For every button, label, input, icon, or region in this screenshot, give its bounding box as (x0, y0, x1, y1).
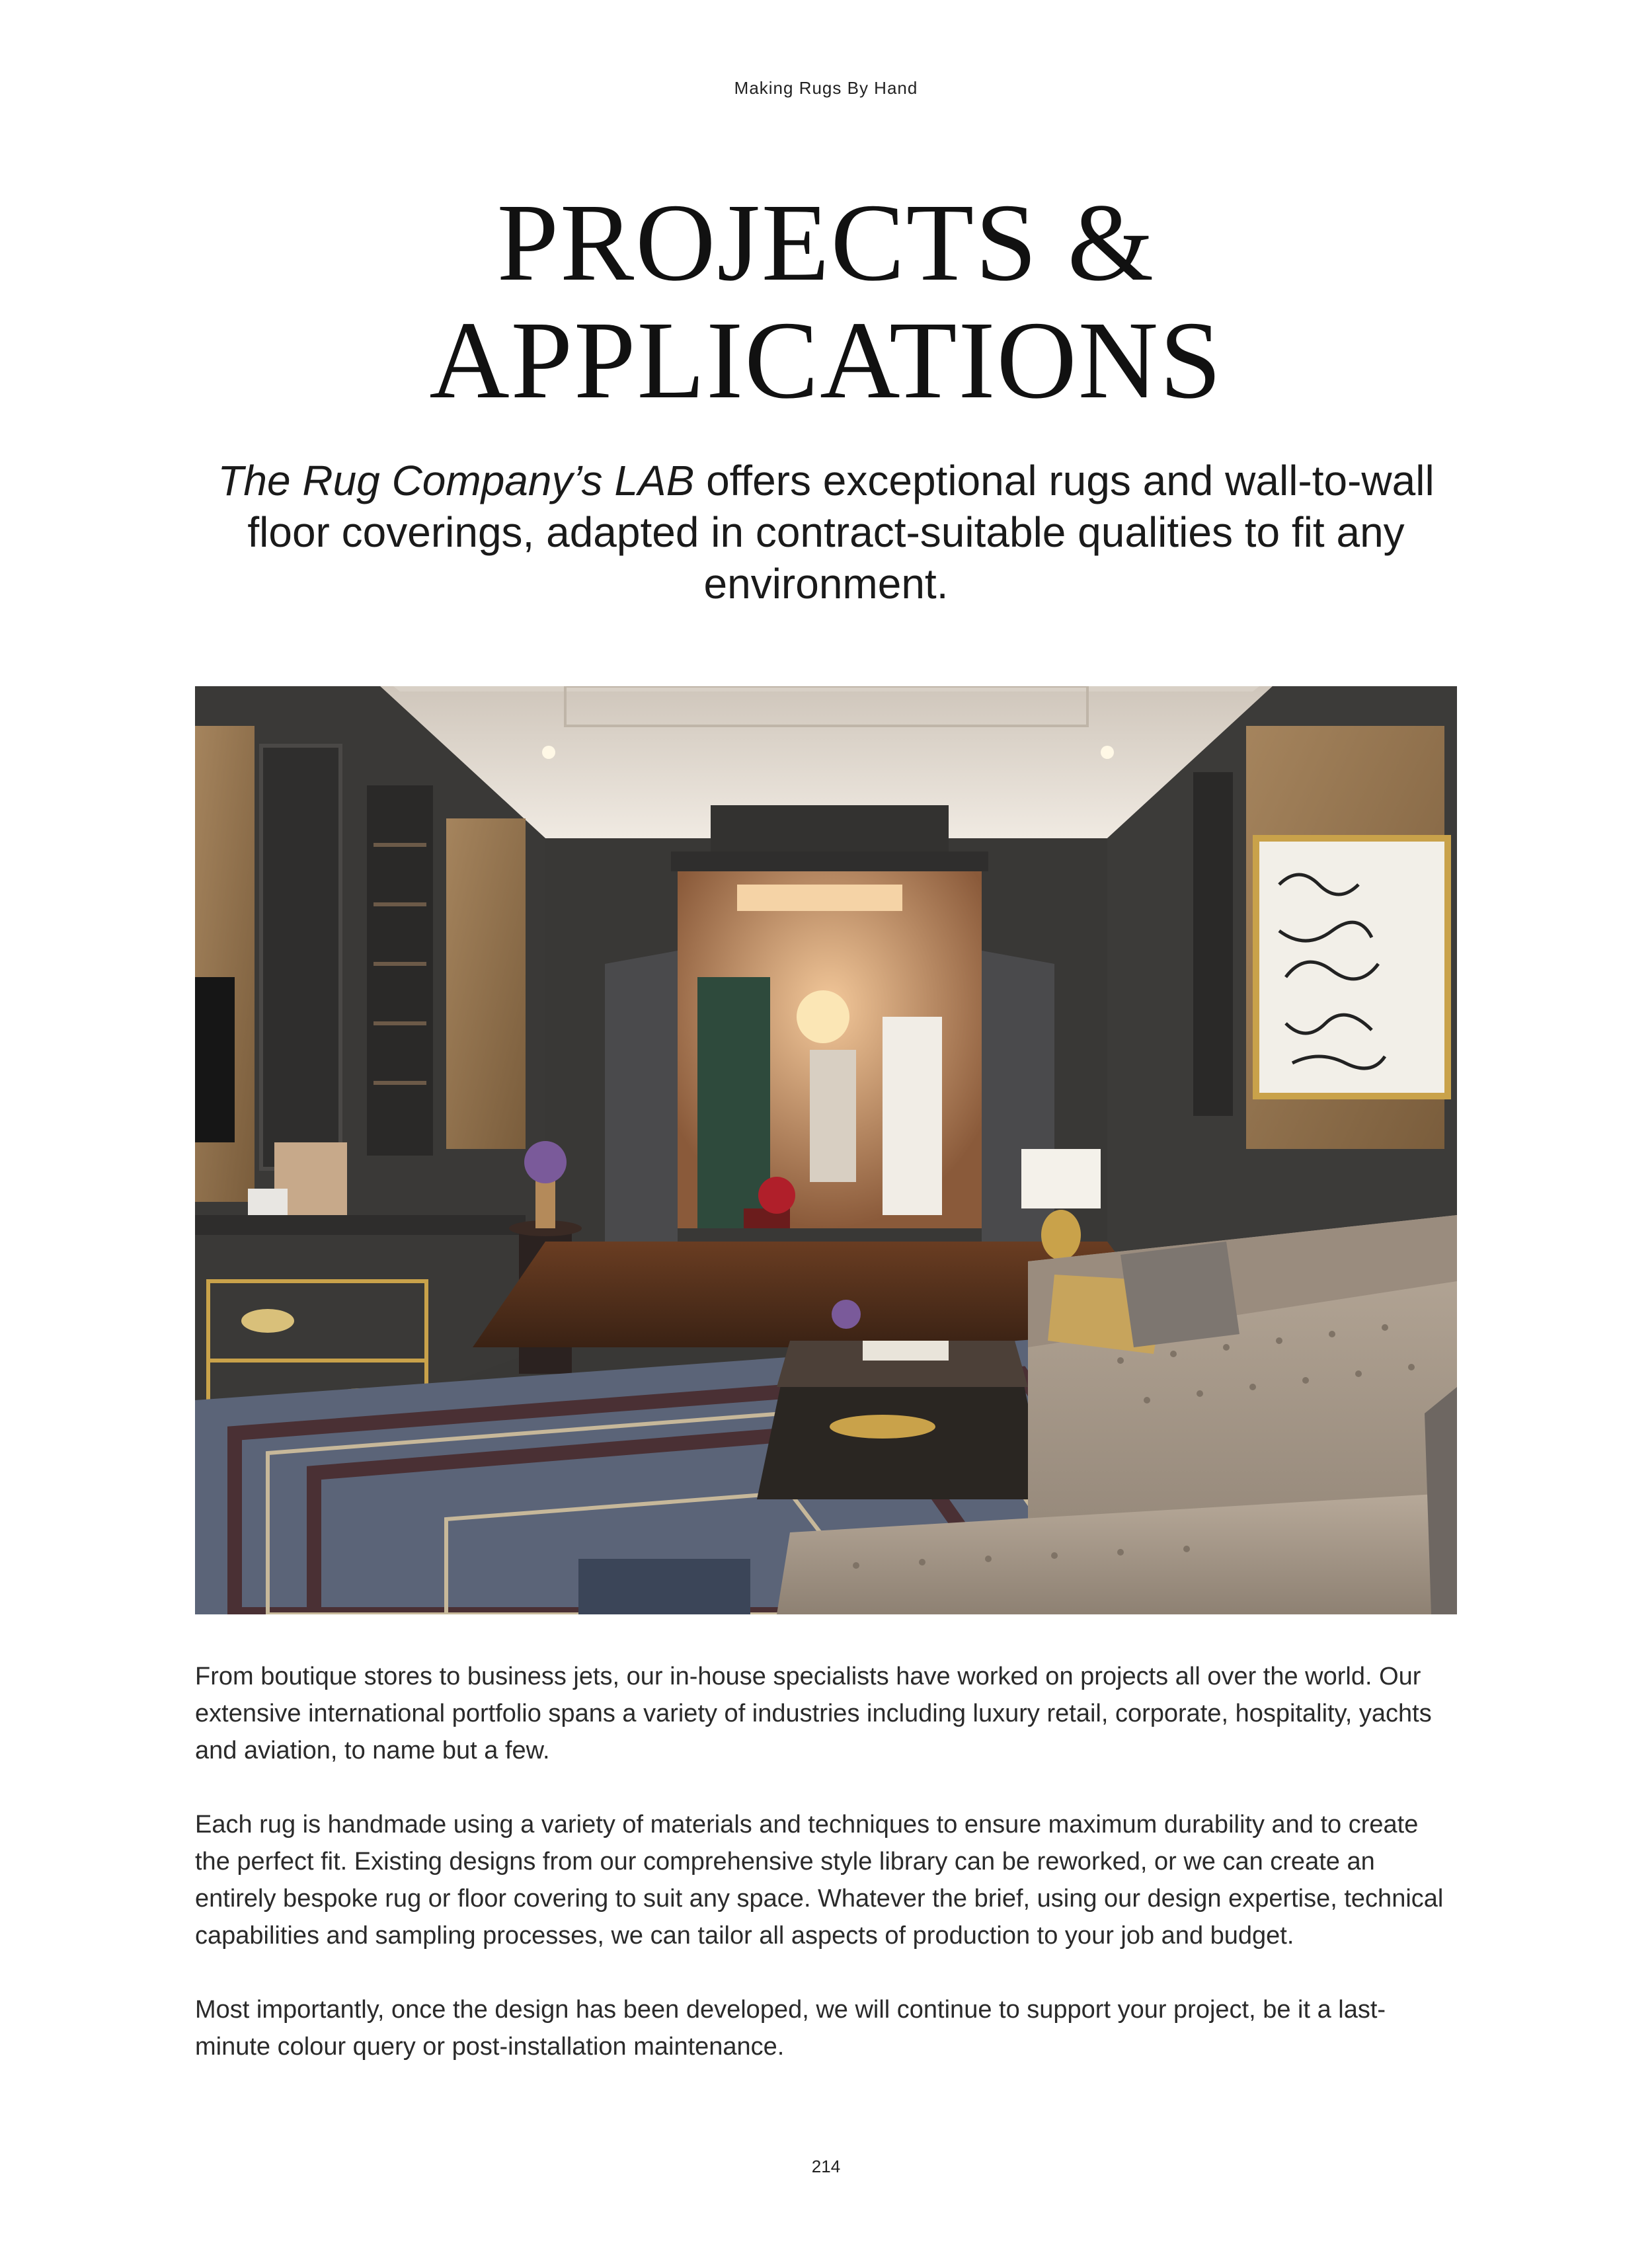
running-head: Making Rugs By Hand (734, 78, 918, 98)
body-paragraph-3: Most importantly, once the design has been developed, we will continue to support your project, be it a last-minute colour query or post-installation maintenance. (195, 1996, 1386, 2061)
lead-italic-brand: The Rug Company’s LAB (217, 457, 695, 504)
lead-paragraph (198, 455, 1454, 610)
patterned-cushion (1121, 1242, 1239, 1347)
lead-text: offers exceptional rugs and wall-to-wall floor coverings, adapted in contract-suitable qualities to fit any environment. (247, 457, 1435, 608)
table-lamp (1021, 1149, 1101, 1208)
page-title-line-1: PROJECTS & (496, 181, 1156, 304)
framed-artwork (1256, 838, 1448, 1096)
interior-photo (195, 686, 1457, 1614)
page-number: 214 (811, 2156, 841, 2176)
page-title (0, 181, 1652, 422)
page-title-line-2: APPLICATIONS (429, 299, 1223, 422)
body-paragraph-2: Each rug is handmade using a variety of materials and techniques to ensure maximum durability and to create the perfect fit. Existing designs from our comprehensive style library can be reworked, or we can create an entirely bespoke rug or floor covering to suit any space. Whatever the brief, using our design expertise, technical capabilities and sampling processes, we can tailor all aspects of production to your job and budget. (195, 1811, 1444, 1950)
body-paragraph-1: From boutique stores to business jets, our in-house specialists have worked on projects all over the world. Our extensive international portfolio spans a variety of industries including luxury retail, corporate, hospitality, yachts and aviation, to name but a few. (195, 1663, 1432, 1764)
body-text (195, 1658, 1457, 2102)
